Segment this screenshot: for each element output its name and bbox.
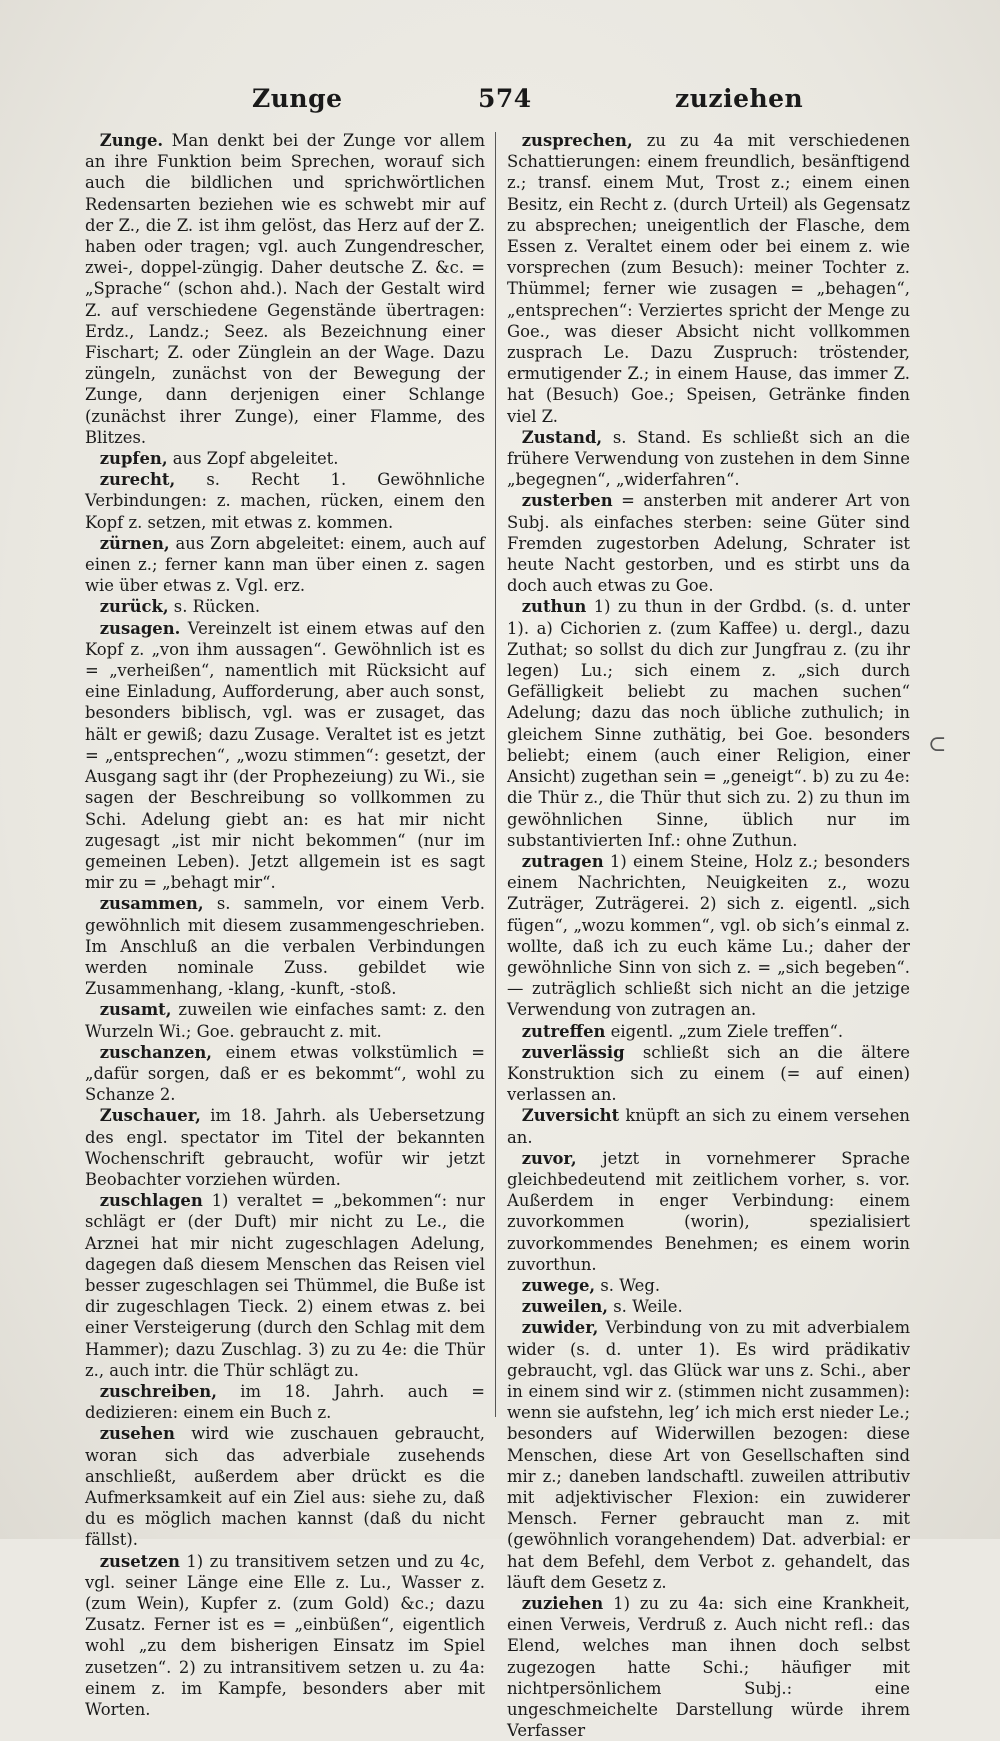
dictionary-entry <box>85 1042 485 1106</box>
entry-text: knüpft an sich zu einem versehen an. <box>507 1106 910 1147</box>
dictionary-entry <box>507 427 910 491</box>
dictionary-entry <box>85 1105 485 1190</box>
dictionary-entry <box>507 1021 910 1042</box>
entry-text: s. Recht 1. Gewöhnliche Verbindungen: z. machen, rücken, einem den Kopf z. setzen, mit etwas z. kommen. <box>85 470 485 532</box>
entry-headword: zürnen, <box>99 533 170 553</box>
entry-headword: zuwider, <box>521 1318 599 1338</box>
entry-headword: zusprechen, <box>521 131 633 150</box>
entry-headword: zusehen <box>99 1424 175 1444</box>
entry-text: s. sammeln, vor einem Verb. gewöhnlich mit diesem zusammengeschrieben. Im Anschluß an die verbalen Verbindungen werden nominale Zuss. gebildet wie Zusammenhang, -klang, -kunft, -stoß. <box>85 894 485 999</box>
dictionary-entry <box>507 1148 910 1275</box>
entry-headword: zuweilen, <box>521 1297 609 1317</box>
header-right-catchword: zuziehen <box>675 84 804 113</box>
dictionary-entry <box>507 1317 910 1593</box>
entry-headword: zusamt, <box>99 1000 172 1020</box>
entry-text: eigentl. „zum Ziele treffen“. <box>605 1021 844 1041</box>
entry-text: 1) zu transitivem setzen und zu 4c, vgl. seiner Länge eine Elle z. Lu., Wasser z. (zum Wein), Kupfer z. (zum Gold) &c.; dazu Zusatz. Ferner ist es = „einbüßen“, eigentlich wohl „zu dem bisherigen Einsatz im Spiel zusetzen“. 2) zu intransitivem setzen u. zu 4a: einem z. im Kampfe, besonders aber mit Worten. <box>85 1551 485 1720</box>
dictionary-entry <box>85 130 485 448</box>
dictionary-entry <box>507 1275 910 1296</box>
entry-headword: zusetzen <box>99 1551 180 1571</box>
entry-text: jetzt in vornehmerer Sprache gleichbedeutend mit zeitlichem vorher, s. vor. Außerdem in enger Verbindung: einem zuvorkommen (worin), spezialisiert zuvorkommendes Benehmen; es einem worin zuvorthun. <box>507 1148 910 1274</box>
entry-headword: zuthun <box>521 597 587 617</box>
dictionary-entry <box>85 469 485 533</box>
entry-headword: Zunge. <box>99 131 164 150</box>
entry-text: im 18. Jahrh. auch = dedizieren: einem ein Buch z. <box>85 1381 485 1423</box>
entry-text: 1) veraltet = „bekommen“: nur schlägt er (der Duft) mir nicht zu Le., die Arznei hat mir nicht zugeschlagen Adelung, dagegen daß diesem Menschen das Reisen viel besser zugeschlagen sei Thümmel, die Buße ist dir zugeschlagen Tieck. 2) einem etwas z. bei einer Versteigerung (durch den Schlag mit dem Hammer); dazu Zuschlag. 3) zu zu 4e: die Thür z., auch intr. die Thür schlägt zu. <box>85 1191 485 1380</box>
dictionary-entry <box>507 596 910 850</box>
entry-text: s. Stand. Es schließt sich an die frühere Verwendung von zustehen in dem Sinne „begegnen“, „widerfahren“. <box>507 427 910 490</box>
dictionary-entry <box>507 1105 910 1147</box>
entry-text: 1) zu zu 4a: sich eine Krankheit, einen Verweis, Verdruß z. Auch nicht refl.: das Elend, welches man ihnen doch selbst zugezogen hatte Schi.; häufiger mit nichtpersönlichem Subj.: eine ungeschmeichelte Darstellung würde ihrem Verfasser <box>507 1594 910 1741</box>
entry-headword: zuverlässig <box>521 1042 625 1062</box>
dictionary-entry <box>507 490 910 596</box>
header-left-catchword: Zunge <box>252 84 343 113</box>
entry-text: s. Weile. <box>608 1297 683 1317</box>
entry-headword: zuwege, <box>521 1275 596 1295</box>
entry-text: Man denkt bei der Zunge vor allem an ihre Funktion beim Sprechen, worauf sich auch die bildlichen und sprichwörtlichen Redensarten beziehen wie es schwebt mir auf der Z., die Z. ist ihm gelöst, das Herz auf der Z. haben oder tragen; vgl. auch Zungendrescher, zwei-, doppel-züngig. Daher deutsche Z. &c. = „Sprache“ (schon ahd.). Nach der Gestalt wird Z. auf verschiedene Gegenstände übertragen: Erdz., Landz.; Seez. als Bezeichnung einer Fischart; Z. oder Zünglein an der Wage. Dazu züngeln, zunächst von der Bewegung der Zunge, dann derjenigen einer Schlange (zunächst ihrer Zunge), einer Flamme, des Blitzes. <box>85 131 485 447</box>
entry-headword: zusammen, <box>99 894 204 914</box>
dictionary-entry <box>507 1296 910 1317</box>
left-column <box>85 130 485 1720</box>
entry-headword: zutragen <box>521 851 604 871</box>
dictionary-entry <box>85 533 485 597</box>
column-divider <box>495 132 496 1417</box>
entry-text: zuweilen wie einfaches samt: z. den Wurzeln Wi.; Goe. gebraucht z. mit. <box>85 1000 485 1041</box>
entry-text: Verbindung von zu mit adverbialem wider (s. d. unter 1). Es wird prädikativ gebraucht, vgl. das Glück war uns z. Schi., aber in einem sind wir z. (stimmen nicht zusammen): wenn sie aufstehn, leg’ ich mich erst nieder Le.; besonders auf Widerwillen bezogen: diese Menschen, diese Art von Gesellschaften sind mir z.; daneben landschaftl. zuweilen attributiv mit adjektivischer Flexion: ein zuwiderer Mensch. Ferner gebraucht man z. mit (gewöhnlich vorangehendem) Dat. adverbial: er hat dem Befehl, dem Verbot z. gehandelt, das läuft dem Gesetz z. <box>507 1318 910 1592</box>
entry-headword: zuziehen <box>521 1594 604 1614</box>
dictionary-entry <box>85 1551 485 1721</box>
margin-pencil-mark: ⊂ <box>928 732 947 757</box>
entry-headword: Zuschauer, <box>99 1106 201 1126</box>
entry-text: im 18. Jahrh. als Uebersetzung des engl. spectator im Titel der bekannten Wochenschrift gebraucht, wofür wir jetzt Beobachter vorziehen würden. <box>85 1106 485 1189</box>
entry-text: einem etwas volkstümlich = „dafür sorgen, daß er es bekommt“, wohl zu Schanze 2. <box>85 1042 485 1105</box>
entry-headword: Zustand, <box>521 427 603 447</box>
entry-text: 1) zu thun in der Grdbd. (s. d. unter 1). a) Cichorien z. (zum Kaffee) u. dergl., dazu Zuthat; so sollst du dich zur Jungfrau z. (zu ihr legen) Lu.; sich einem z. „sich durch Gefälligkeit beliebt zu machen suchen“ Adelung; dazu das noch übliche zuthulich; in gleichem Sinne zuthätig, bei Goe. besonders beliebt; einem (auch einer Religion, einer Ansicht) zugethan sein = „geneigt“. b) zu zu 4e: die Thür z., die Thür thut sich zu. 2) zu thun im gewöhnlichen Sinne, üblich nur im substantivierten Inf.: ohne Zuthun. <box>507 597 910 850</box>
entry-headword: Zuversicht <box>521 1106 620 1126</box>
right-column <box>507 130 910 1741</box>
entry-text: schließt sich an die ältere Konstruktion sich zu einem (= auf einen) verlassen an. <box>507 1042 910 1105</box>
dictionary-entry <box>85 448 485 469</box>
dictionary-entry <box>85 999 485 1041</box>
dictionary-entry <box>507 1593 910 1741</box>
entry-headword: zurecht, <box>99 470 176 490</box>
dictionary-entry <box>507 851 910 1021</box>
dictionary-entry <box>85 618 485 894</box>
entry-text: aus Zorn abgeleitet: einem, auch auf einen z.; ferner kann man über einen z. sagen wie über etwas z. Vgl. erz. <box>85 533 485 596</box>
entry-headword: zurück, <box>99 597 169 617</box>
entry-headword: zutreffen <box>521 1021 606 1041</box>
entry-text: = ansterben mit anderer Art von Subj. als einfaches sterben: seine Güter sind Fremden zugestorben Adelung, Schrater ist heute Nacht gestorben, und es stirbt uns da doch auch etwas zu Goe. <box>507 491 910 596</box>
entry-headword: zuvor, <box>521 1148 577 1168</box>
entry-headword: zusterben <box>521 491 613 511</box>
entry-text: s. Rücken. <box>168 597 261 617</box>
entry-text: wird wie zuschauen gebraucht, woran sich das adverbiale zusehends anschließt, außerdem aber drückt es die Aufmerksamkeit auf ein Ziel aus: siehe zu, daß du es möglich machen kannst (daß du nicht fällst). <box>85 1424 485 1550</box>
entry-headword: zuschlagen <box>99 1191 203 1211</box>
entry-text: s. Weg. <box>595 1275 661 1295</box>
entry-text: zu zu 4a mit verschiedenen Schattierungen: einem freundlich, besänftigend z.; transf. einem Mut, Trost z.; einem einen Besitz, ein Recht z. (durch Urteil) als Gegensatz zu absprechen; uneigentlich der Flasche, dem Essen z. Veraltet einem oder bei einem z. wie vorsprechen (zum Besuch): meiner Tochter z. Thümmel; ferner wie zusagen = „behagen“, „entsprechen“: Verziertes spricht der Menge zu Goe., was dieser Absicht nicht vollkommen zusprach Le. Dazu Zuspruch: tröstender, ermutigender Z.; in einem Hause, das immer Z. hat (Besuch) Goe.; Speisen, Getränke finden viel Z. <box>507 131 910 426</box>
entry-headword: zupfen, <box>99 449 168 469</box>
entry-text: 1) einem Steine, Holz z.; besonders einem Nachrichten, Neuigkeiten z., wozu Zuträger, Zuträgerei. 2) sich z. eigentl. „sich fügen“, „wozu kommen“, vgl. ob sich’s einmal z. wollte, daß ich zu euch käme Lu.; daher der gewöhnliche Sinn von sich z. = „sich begeben“. — zuträglich schließt sich nicht an die jetzige Verwendung von zutragen an. <box>507 851 910 1020</box>
dictionary-entry <box>85 1423 485 1550</box>
dictionary-entry <box>507 1042 910 1106</box>
dictionary-entry <box>85 893 485 999</box>
dictionary-entry <box>507 130 910 427</box>
page-header <box>90 84 910 124</box>
page-number: 574 <box>478 84 532 113</box>
dictionary-entry <box>85 1190 485 1381</box>
entry-text: Vereinzelt ist einem etwas auf den Kopf z. „von ihm aussagen“. Gewöhnlich ist es = „verheißen“, namentlich mit Rücksicht auf eine Einladung, Aufforderung, aber auch sonst, besonders biblisch, vgl. was er zusaget, das hält er gewiß; dazu Zusage. Veraltet ist es jetzt = „entsprechen“, „wozu stimmen“: gesetzt, der Ausgang sagt ihr (der Prophezeiung) zu Wi., sie sagen der Beschreibung so vollkommen zu Schi. Adelung giebt an: es hat mir nicht zugesagt „ist mir nicht bekommen“ (nur im gemeinen Leben). Jetzt allgemein ist es sagt mir zu = „behagt mir“. <box>85 618 485 893</box>
dictionary-entry <box>85 1381 485 1423</box>
entry-headword: zuschreiben, <box>99 1381 217 1401</box>
entry-headword: zusagen. <box>99 618 181 638</box>
entry-text: aus Zopf abgeleitet. <box>167 449 339 469</box>
entry-headword: zuschanzen, <box>99 1042 212 1062</box>
dictionary-entry <box>85 596 485 617</box>
